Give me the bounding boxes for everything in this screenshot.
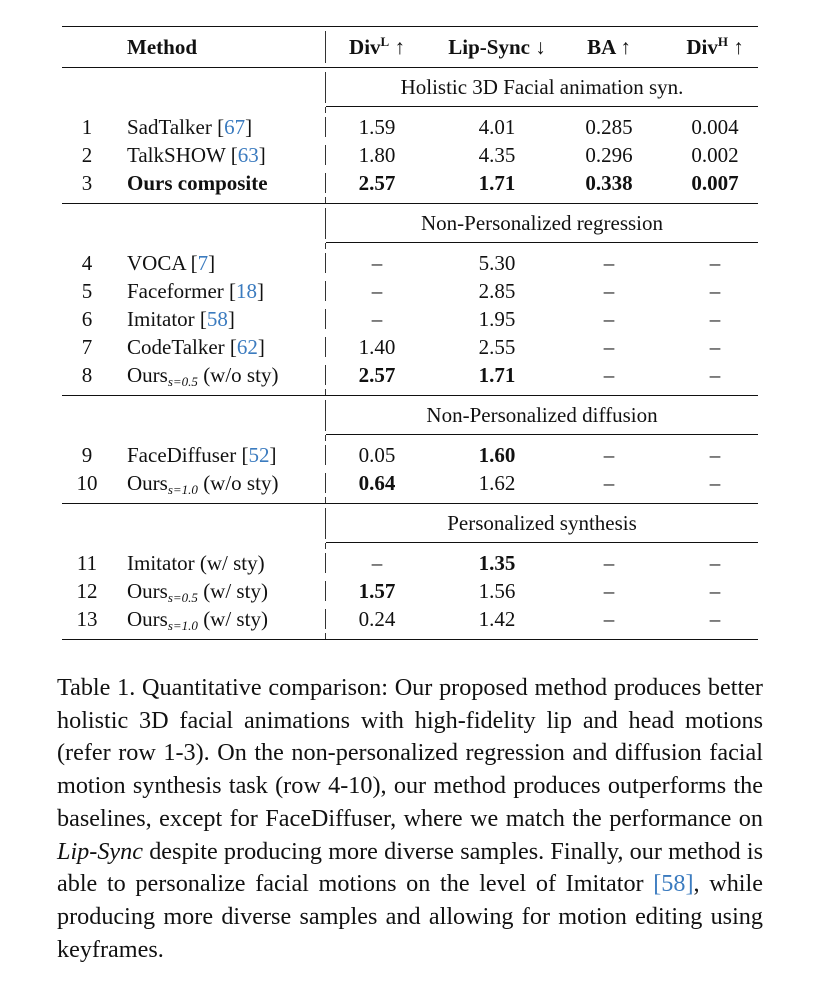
header-row	[62, 27, 758, 67]
citation-link[interactable]: 7	[197, 251, 209, 275]
table-row	[62, 277, 758, 305]
method-name: Ours	[127, 363, 168, 387]
method-subscript: s=1.0	[167, 618, 198, 633]
method-subscript: s=1.0	[167, 482, 198, 497]
metric-name: BA	[587, 35, 616, 59]
table-row	[62, 305, 758, 333]
row-index: 7	[81, 335, 93, 359]
method-name: Imitator (w/ sty)	[127, 551, 265, 575]
row-index: 10	[76, 471, 98, 495]
row-index: 12	[76, 579, 98, 603]
value-cell: –	[603, 279, 615, 303]
value-cell: 1.62	[478, 471, 516, 495]
value-cell: –	[603, 363, 615, 387]
section-header	[62, 68, 758, 107]
header-metric	[447, 27, 547, 67]
value-cell: 4.35	[478, 143, 516, 167]
caption-text: despite producing more diverse samples. Finally, our method is able to personalize facial motions on the level of Imitator	[57, 837, 763, 898]
citation-link[interactable]: 62	[236, 335, 258, 359]
row-index: 8	[81, 363, 93, 387]
table-row	[62, 469, 758, 497]
value-cell: 1.40	[358, 335, 396, 359]
citation-link[interactable]: 58	[206, 307, 228, 331]
row-index: 13	[76, 607, 98, 631]
value-cell: 1.56	[478, 579, 516, 603]
metric-name: Div	[686, 35, 718, 59]
value-cell: 2.85	[478, 279, 516, 303]
section-end-rule	[62, 639, 758, 640]
section-label: Holistic 3D Facial animation syn.	[400, 75, 684, 99]
method-name: CodeTalker	[127, 335, 225, 359]
header-metric	[327, 27, 427, 67]
value-cell: –	[709, 335, 721, 359]
section-header	[62, 396, 758, 435]
value-cell: 0.007	[691, 171, 739, 195]
column-divider	[325, 309, 326, 329]
value-cell: 1.42	[478, 607, 516, 631]
value-cell: –	[603, 551, 615, 575]
method-name: VOCA	[127, 251, 186, 275]
column-divider	[325, 197, 326, 203]
method-subscript: s=0.5	[167, 590, 198, 605]
method-cell: VOCA [7]	[127, 251, 216, 275]
arrow-icon: ↑	[733, 35, 744, 59]
method-cell: SadTalker [67]	[127, 115, 253, 139]
method-name: SadTalker	[127, 115, 212, 139]
table-caption	[57, 672, 763, 966]
method-name: Ours	[127, 607, 168, 631]
method-suffix: (w/o sty)	[203, 471, 279, 495]
value-cell: 0.004	[691, 115, 739, 139]
method-suffix: (w/o sty)	[203, 363, 279, 387]
value-cell: 1.71	[478, 171, 516, 195]
method-subscript: s=0.5	[167, 374, 198, 389]
section-label: Non-Personalized diffusion	[426, 403, 658, 427]
value-cell: 1.95	[478, 307, 516, 331]
method-name: Ours	[127, 579, 168, 603]
method-cell	[127, 605, 268, 633]
table-row	[62, 605, 758, 633]
method-cell: Faceformer [18]	[127, 279, 265, 303]
value-cell: –	[371, 551, 383, 575]
method-cell: FaceDiffuser [52]	[127, 443, 277, 467]
metric-superscript: H	[717, 34, 728, 49]
value-cell: –	[603, 251, 615, 275]
method-name: FaceDiffuser	[127, 443, 237, 467]
value-cell: –	[603, 443, 615, 467]
table-row	[62, 577, 758, 605]
row-index: 4	[81, 251, 93, 275]
metric-superscript: L	[380, 34, 390, 49]
value-cell: –	[371, 251, 383, 275]
method-cell	[127, 469, 278, 497]
value-cell: 1.71	[478, 363, 516, 387]
table-row	[62, 333, 758, 361]
value-cell: –	[709, 471, 721, 495]
value-cell: 0.002	[691, 143, 739, 167]
citation-link[interactable]: 18	[236, 279, 258, 303]
header-metric	[559, 27, 659, 67]
method-name: Ours composite	[127, 171, 268, 195]
header-method: Method	[127, 35, 197, 59]
value-cell: 1.80	[358, 143, 396, 167]
section-header	[62, 504, 758, 543]
method-cell	[127, 549, 265, 577]
column-divider	[325, 445, 326, 465]
value-cell: 0.64	[358, 471, 396, 495]
citation-link[interactable]: 52	[248, 443, 270, 467]
metric-name: Lip-Sync	[448, 35, 530, 59]
table-row	[62, 113, 758, 141]
column-divider	[325, 145, 326, 165]
column-divider	[325, 473, 326, 493]
value-cell: 0.296	[585, 143, 633, 167]
value-cell: 0.24	[358, 607, 396, 631]
value-cell: –	[603, 471, 615, 495]
metric-name: Div	[349, 35, 381, 59]
method-name: Faceformer	[127, 279, 224, 303]
row-index: 11	[76, 551, 98, 575]
column-divider	[325, 117, 326, 137]
value-cell: –	[709, 607, 721, 631]
caption-text: Table 1. Quantitative comparison: Our proposed method produces better holistic 3D facial animations with high-fidelity lip and head motions (refer row 1-3). On the non-personalized regression and diffusion facial motion synthesis task (row 4-10), our method produces outperforms the baselines, except for FaceDiffuser, where we match the performance on	[57, 674, 763, 832]
section-label: Non-Personalized regression	[420, 211, 663, 235]
arrow-icon: ↑	[394, 35, 405, 59]
column-divider	[325, 581, 326, 601]
table-row	[62, 361, 758, 389]
column-divider	[325, 633, 326, 639]
header-metric	[665, 27, 765, 67]
value-cell: –	[709, 443, 721, 467]
caption-text: , while producing more diverse samples and allowing for motion editing using keyframes.	[57, 870, 763, 963]
row-index: 3	[81, 171, 93, 195]
value-cell: –	[709, 363, 721, 387]
value-cell: –	[709, 307, 721, 331]
value-cell: 1.57	[358, 579, 396, 603]
method-cell: Imitator [58]	[127, 307, 235, 331]
value-cell: 1.60	[478, 443, 516, 467]
column-divider	[325, 389, 326, 395]
column-divider	[325, 365, 326, 385]
method-name: Imitator	[127, 307, 195, 331]
value-cell: –	[371, 307, 383, 331]
row-index: 5	[81, 279, 93, 303]
value-cell: 0.285	[585, 115, 633, 139]
column-divider	[325, 337, 326, 357]
column-divider	[325, 253, 326, 273]
table-row	[62, 549, 758, 577]
value-cell: 0.338	[585, 171, 633, 195]
method-cell	[127, 577, 268, 605]
arrow-icon: ↓	[535, 35, 546, 59]
method-cell: TalkSHOW [63]	[127, 143, 266, 167]
table-row	[62, 169, 758, 197]
table-row	[62, 441, 758, 469]
row-index: 1	[81, 115, 93, 139]
caption-italic-term: Lip-Sync	[57, 837, 143, 865]
value-cell: –	[709, 251, 721, 275]
column-divider	[325, 281, 326, 301]
value-cell: –	[709, 279, 721, 303]
value-cell: –	[371, 279, 383, 303]
citation-link[interactable]: 63	[237, 143, 259, 167]
citation-link[interactable]: [58]	[653, 870, 694, 898]
value-cell: 1.59	[358, 115, 396, 139]
value-cell: 4.01	[478, 115, 516, 139]
value-cell: –	[603, 335, 615, 359]
value-cell: 2.55	[478, 335, 516, 359]
method-cell: CodeTalker [62]	[127, 335, 265, 359]
column-divider	[325, 173, 326, 193]
section-header	[62, 204, 758, 243]
value-cell: –	[709, 579, 721, 603]
value-cell: 2.57	[358, 363, 396, 387]
table-row	[62, 141, 758, 169]
method-name: Ours	[127, 471, 168, 495]
citation-link[interactable]: 67	[224, 115, 246, 139]
section-label: Personalized synthesis	[447, 511, 637, 535]
value-cell: –	[709, 551, 721, 575]
column-divider	[325, 609, 326, 629]
value-cell: 5.30	[478, 251, 516, 275]
method-name: TalkSHOW	[127, 143, 226, 167]
results-table	[62, 26, 758, 640]
value-cell: 0.05	[358, 443, 396, 467]
column-divider	[325, 553, 326, 573]
method-cell	[127, 169, 268, 197]
value-cell: –	[603, 579, 615, 603]
column-divider	[325, 31, 326, 63]
column-divider	[325, 497, 326, 503]
value-cell: 1.35	[478, 551, 516, 575]
method-suffix: (w/ sty)	[203, 579, 268, 603]
table-row	[62, 249, 758, 277]
arrow-icon: ↑	[620, 35, 631, 59]
value-cell: 2.57	[358, 171, 396, 195]
row-index: 2	[81, 143, 93, 167]
value-cell: –	[603, 607, 615, 631]
row-index: 9	[81, 443, 93, 467]
value-cell: –	[603, 307, 615, 331]
method-cell	[127, 361, 278, 389]
row-index: 6	[81, 307, 93, 331]
method-suffix: (w/ sty)	[203, 607, 268, 631]
